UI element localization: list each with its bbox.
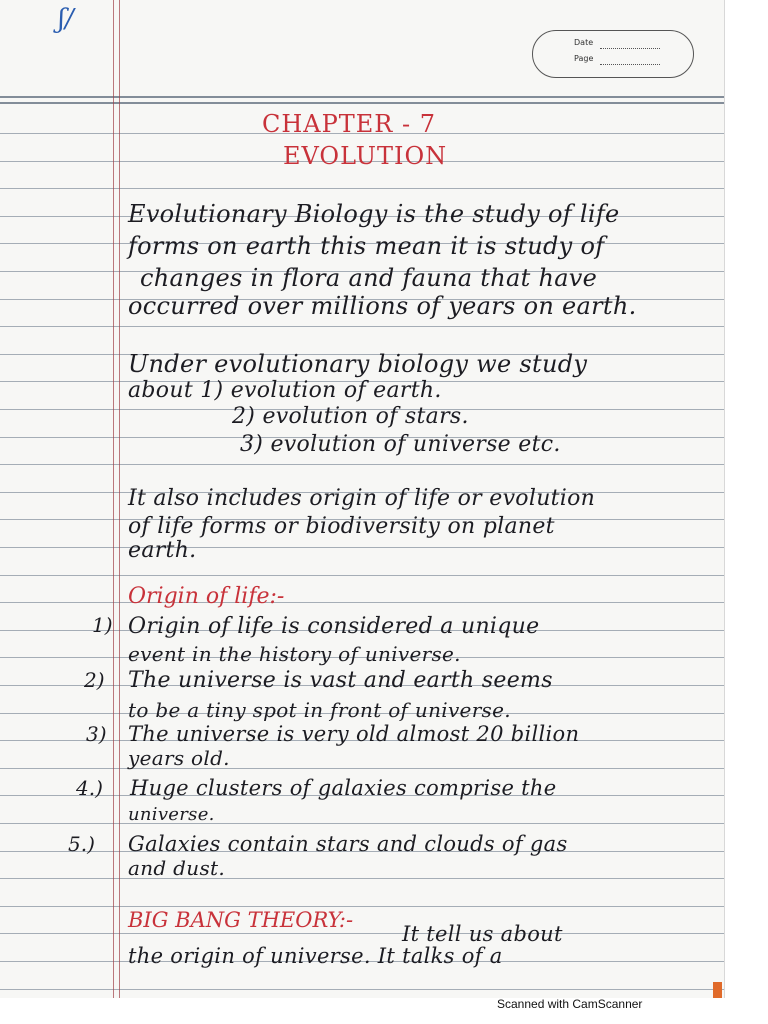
text-line: Evolutionary Biology is the study of life	[128, 200, 620, 228]
section-heading: Origin of life:-	[128, 584, 285, 609]
ruled-line	[0, 464, 724, 465]
chapter-title: CHAPTER - 7	[262, 110, 437, 138]
ruled-line	[0, 878, 724, 879]
ruled-line	[0, 602, 724, 603]
ruled-line	[0, 906, 724, 907]
text-line: to be a tiny spot in front of universe.	[128, 698, 511, 722]
ruled-line	[0, 547, 724, 548]
text-line: earth.	[128, 538, 197, 563]
margin-line-right	[119, 0, 120, 998]
text-line: It also includes origin of life or evolution	[128, 486, 596, 511]
ruled-line	[0, 575, 724, 576]
text-line: years old.	[128, 746, 230, 770]
ruled-line	[0, 768, 724, 769]
text-line: occurred over millions of years on earth.	[128, 292, 637, 320]
margin-line-left	[113, 0, 114, 998]
date-label: Date	[574, 38, 594, 47]
scanner-watermark: Scanned with CamScanner	[497, 997, 643, 1011]
date-line	[600, 48, 660, 49]
text-line: 2) evolution of stars.	[232, 404, 469, 429]
text-line: Galaxies contain stars and clouds of gas	[128, 832, 568, 856]
big-bang-heading: BIG BANG THEORY:-	[128, 908, 354, 932]
point-number: 5.)	[68, 832, 95, 856]
text-line: forms on earth this mean it is study of	[128, 232, 605, 260]
text-line: of life forms or biodiversity on planet	[128, 514, 555, 539]
text-line: The universe is vast and earth seems	[128, 668, 553, 693]
text-line: and dust.	[128, 856, 226, 880]
text-line: Huge clusters of galaxies comprise the	[130, 776, 557, 800]
text-line: The universe is very old almost 20 billion	[128, 722, 580, 746]
date-page-box	[532, 30, 694, 78]
text-line: Origin of life is considered a unique	[128, 614, 540, 639]
ruled-line-thick	[0, 102, 724, 104]
point-number: 2)	[84, 668, 105, 692]
text-line: event in the history of universe.	[128, 642, 461, 666]
chapter-subject: EVOLUTION	[283, 142, 448, 170]
ruled-line-thick	[0, 96, 724, 98]
tick-mark-icon: ʃ/	[58, 4, 74, 34]
ruled-line	[0, 933, 724, 934]
point-number: 3)	[86, 722, 107, 746]
ruled-line	[0, 326, 724, 327]
page-line	[600, 64, 660, 65]
text-line: Under evolutionary biology we study	[128, 350, 588, 378]
page-label: Page	[574, 54, 594, 63]
point-number: 1)	[92, 613, 113, 637]
ruled-line	[0, 188, 724, 189]
text-line: universe.	[128, 804, 215, 825]
text-line: the origin of universe. It talks of a	[128, 944, 503, 968]
page-corner-mark	[713, 982, 722, 998]
text-line: about 1) evolution of earth.	[128, 378, 442, 403]
text-line: It tell us about	[402, 922, 563, 946]
ruled-line	[0, 823, 724, 824]
point-number: 4.)	[76, 776, 103, 800]
text-line: 3) evolution of universe etc.	[240, 432, 561, 457]
ruled-line	[0, 989, 724, 990]
text-line: changes in flora and fauna that have	[140, 264, 598, 292]
